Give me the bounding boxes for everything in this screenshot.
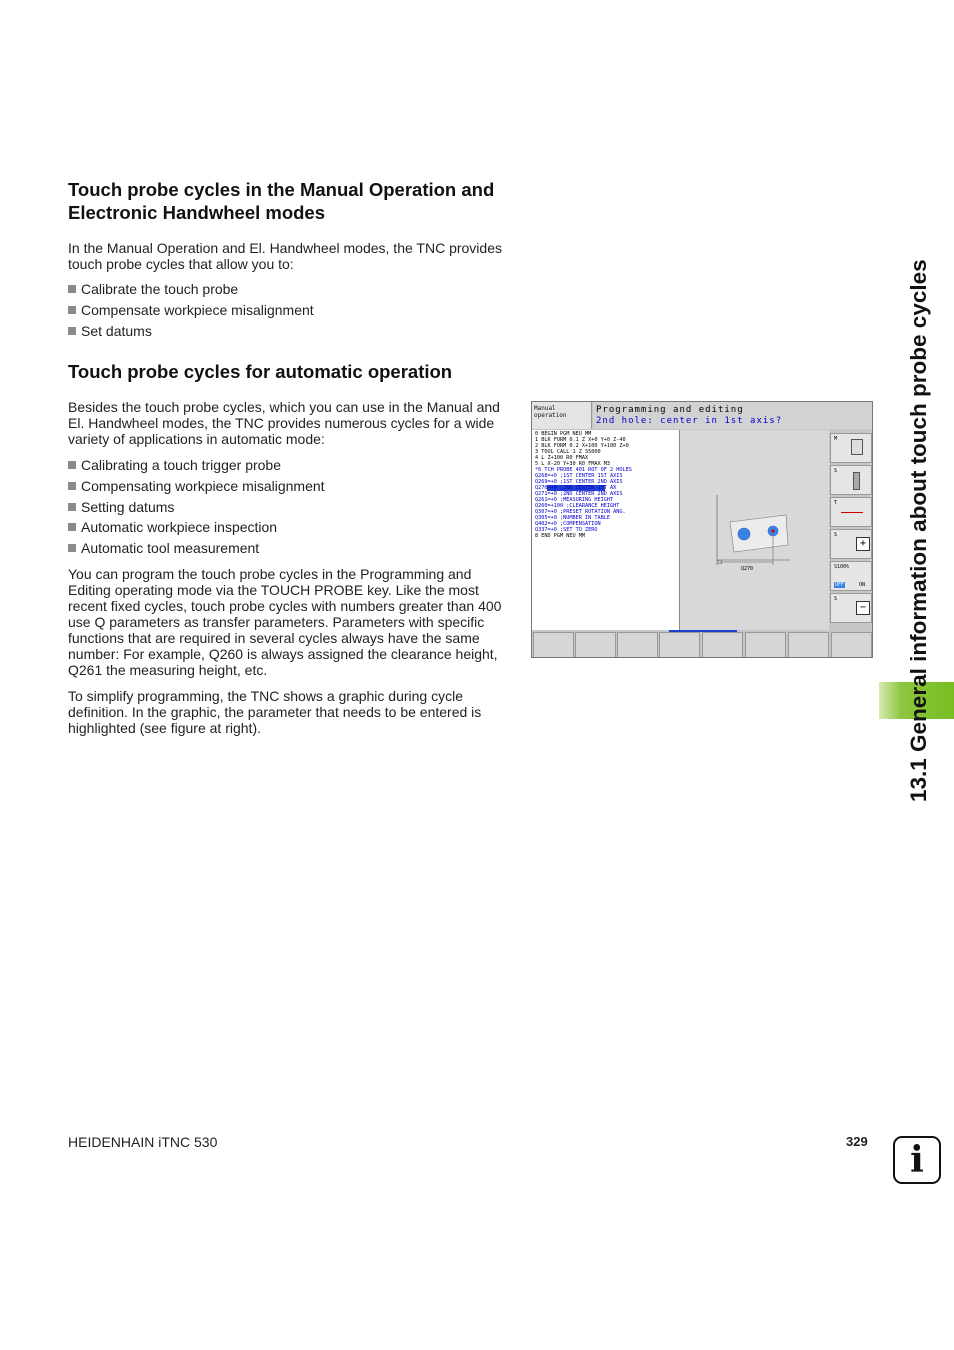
list-item	[68, 302, 314, 318]
text-line: variety of applications in automatic mode:	[68, 431, 325, 447]
softkey-s-minus[interactable]	[830, 593, 872, 623]
program-listing	[532, 430, 680, 630]
program-line: Q261=+0 ;MEASURING HEIGHT	[535, 497, 614, 503]
text-line: recent fixed cycles, touch probe cycles with numbers greater than 400	[68, 598, 502, 614]
bullet-square-icon	[68, 503, 76, 511]
text-line: Editing operating mode via the TOUCH PROBE key. Like the most	[68, 582, 479, 598]
program-line: 4 L Z+100 R0 FMAX	[535, 455, 589, 461]
softkey-slot[interactable]	[575, 632, 616, 658]
bullet-square-icon	[68, 482, 76, 490]
automatic-intro-paragraph	[68, 399, 514, 447]
softkey-s-plus[interactable]	[830, 529, 872, 559]
list-item-text: Automatic tool measurement	[81, 540, 260, 556]
softkey-label: S	[834, 532, 838, 538]
horizontal-softkey-bar	[532, 632, 872, 658]
list-item	[68, 478, 325, 494]
spindle-icon	[853, 472, 860, 490]
text-line: You can program the touch probe cycles in the Programming and	[68, 566, 472, 582]
on-label: ON	[859, 582, 866, 588]
text-line: functions that are required in several cycles always have the same	[68, 630, 480, 646]
info-glyph: i	[910, 1139, 924, 1181]
text-line: Q261 the measuring height, etc.	[68, 662, 268, 678]
info-icon	[893, 1136, 941, 1184]
machine-function-icon	[851, 439, 863, 455]
softkey-slot[interactable]	[617, 632, 658, 658]
program-line: Q305=+0 ;NUMBER IN TABLE	[535, 515, 610, 521]
text-line: El. Handwheel modes, the TNC provides numerous cycles for a wide	[68, 415, 495, 431]
text-line: To simplify programming, the TNC shows a graphic during cycle	[68, 688, 464, 704]
program-line: Q268=+0 ;1ST CENTER 1ST AXIS	[535, 473, 623, 479]
list-item-text: Automatic workpiece inspection	[81, 519, 278, 535]
mode-line: Manual	[534, 405, 556, 412]
program-line: Q271=+0 ;2ND CENTER 2ND AXIS	[535, 491, 623, 497]
plus-icon: +	[856, 537, 870, 551]
mode-line: operation	[534, 412, 567, 419]
intro-paragraph	[68, 240, 514, 272]
list-item	[68, 540, 259, 556]
softkey-s100-off-on[interactable]	[830, 561, 872, 591]
program-line: Q307=+0 ;PRESET ROTATION ANG.	[535, 509, 626, 515]
softkey-t[interactable]	[830, 497, 872, 527]
program-line: 5 L X-20 Y+30 R0 FMAX M3	[535, 461, 610, 467]
text-line: use Q parameters as transfer parameters. Parameters with specific	[68, 614, 485, 630]
bullet-square-icon	[68, 461, 76, 469]
softkey-label: T	[834, 500, 838, 506]
program-line: Q260=+100 ;CLEARANCE HEIGHT	[535, 503, 620, 509]
text-line: In the Manual Operation and El. Handwheel modes, the TNC provides	[68, 240, 502, 256]
screen-title-bar	[593, 402, 872, 429]
off-label: OFF	[835, 582, 845, 588]
softkey-label: M	[834, 436, 838, 442]
page-number: 329	[846, 1134, 868, 1149]
program-line: 1 BLK FORM 0.1 Z X+0 Y+0 Z-40	[535, 437, 626, 443]
bullet-square-icon	[68, 306, 76, 314]
softkey-label: S100%	[834, 564, 850, 570]
programming-paragraph	[68, 566, 514, 678]
operating-mode-label	[532, 402, 592, 429]
tnc-screenshot	[531, 401, 873, 658]
list-item	[68, 499, 174, 515]
text-line: definition. In the graphic, the parameter that needs to be entered is	[68, 704, 482, 720]
program-line: 3 TOOL CALL 1 Z S5000	[535, 449, 601, 455]
softkey-slot[interactable]	[788, 632, 829, 658]
dialog-prompt: 2nd hole: center in 1st axis?	[596, 416, 783, 426]
bullet-square-icon	[68, 523, 76, 531]
list-item-text: Setting datums	[81, 499, 175, 515]
q270-dimension-label: Q270	[741, 566, 754, 572]
screen-mode-title: Programming and editing	[596, 405, 744, 415]
softkey-slot[interactable]	[831, 632, 872, 658]
bullet-square-icon	[68, 285, 76, 293]
bullet-square-icon	[68, 544, 76, 552]
list-item-text: Compensate workpiece misalignment	[81, 302, 314, 318]
section-heading-manual-modes	[68, 178, 494, 224]
heading-line: Electronic Handwheel modes	[68, 202, 326, 223]
minus-icon: −	[856, 601, 870, 615]
program-line: *6 TCH PROBE 401 ROT OF 2 HOLES	[535, 467, 632, 473]
program-line: 0 BEGIN PGM NEU MM	[535, 431, 592, 437]
program-line-text: Q270=+0 ;2ND CENTER 1ST AX	[535, 485, 617, 491]
list-item-text: Calibrating a touch trigger probe	[81, 457, 282, 473]
text-line: touch probe cycles that allow you to:	[68, 256, 294, 272]
section-heading-automatic: Touch probe cycles for automatic operation	[68, 361, 453, 382]
list-item-text: Compensating workpiece misalignment	[81, 478, 325, 494]
chapter-side-title	[896, 182, 936, 802]
softkey-slot[interactable]	[533, 632, 574, 658]
softkey-label: S	[834, 596, 838, 602]
softkey-s[interactable]	[830, 465, 872, 495]
list-item	[68, 323, 152, 339]
heading-line: Touch probe cycles in the Manual Operation and	[68, 179, 495, 200]
text-line: number: For example, Q260 is always assigned the clearance height,	[68, 646, 498, 662]
footer-product: HEIDENHAIN iTNC 530	[68, 1134, 218, 1150]
softkey-slot[interactable]	[702, 632, 743, 658]
softkey-m[interactable]	[830, 433, 872, 463]
workpiece-graphic	[680, 430, 829, 630]
program-line: 8 END PGM NEU MM	[535, 533, 585, 539]
program-line: Q337=+0 ;SET TO ZERO	[535, 527, 598, 533]
vertical-softkey-bar	[830, 430, 872, 630]
text-line: Besides the touch probe cycles, which you can use in the Manual and	[68, 399, 500, 415]
list-item	[68, 457, 281, 473]
softkey-slot[interactable]	[659, 632, 700, 658]
list-item	[68, 281, 238, 297]
softkey-label: S	[834, 468, 838, 474]
text-line: highlighted (see figure at right).	[68, 720, 261, 736]
bullet-square-icon	[68, 327, 76, 335]
graphic-paragraph	[68, 688, 514, 736]
side-title-text: 13.1 General information about touch probe cycles	[906, 259, 931, 802]
program-line: Q269=+0 ;1ST CENTER 2ND AXIS	[535, 479, 623, 485]
list-item-text: Calibrate the touch probe	[81, 281, 239, 297]
program-line: Q402=+0 ;COMPENSATION	[535, 521, 601, 527]
list-item	[68, 519, 277, 535]
tool-arrow-icon	[841, 512, 863, 513]
program-line: 2 BLK FORM 0.2 X+100 Y+100 Z+0	[535, 443, 629, 449]
softkey-slot[interactable]	[745, 632, 786, 658]
cycle-help-graphic	[680, 430, 829, 630]
program-line-highlighted	[535, 485, 676, 491]
list-item-text: Set datums	[81, 323, 152, 339]
